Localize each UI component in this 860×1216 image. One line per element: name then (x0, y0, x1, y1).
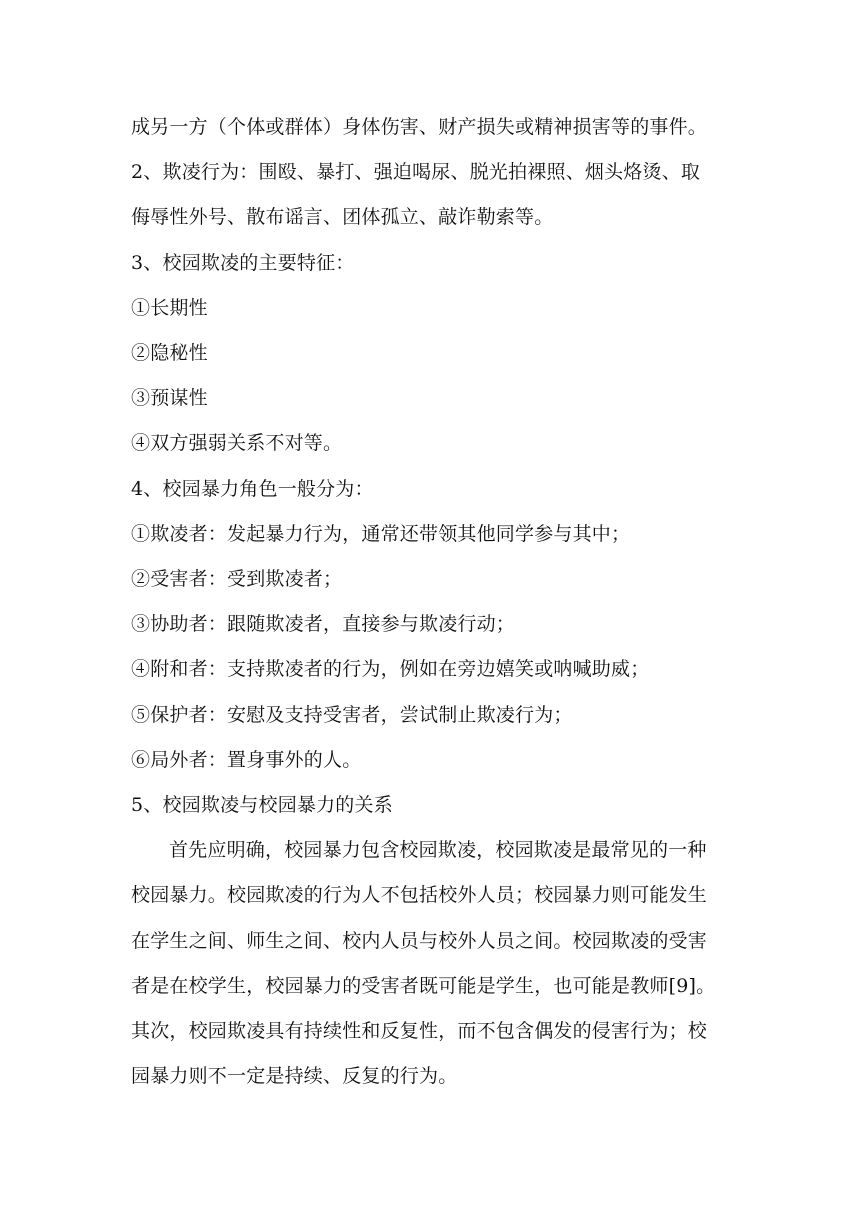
paragraph-line: 在学生之间、师生之间、校内人员与校外人员之间。校园欺凌的受害 (131, 930, 708, 952)
role-item-3: ③协助者：跟随欺凌者，直接参与欺凌行动； (131, 613, 516, 635)
bullying-behavior-line: 2、欺凌行为：围殴、暴打、强迫喝尿、脱光拍裸照、烟头烙烫、取 (131, 161, 701, 183)
feature-item-3: ③预谋性 (131, 387, 208, 409)
paragraph-line: 园暴力则不一定是持续、反复的行为。 (131, 1065, 458, 1087)
paragraph-line-with-citation: 者是在校学生，校园暴力的受害者既可能是学生，也可能是教师[9]。 (131, 975, 716, 997)
role-item-1: ①欺凌者：发起暴力行为，通常还带领其他同学参与其中； (131, 523, 631, 545)
role-item-5: ⑤保护者：安慰及支持受害者，尝试制止欺凌行为； (131, 704, 573, 726)
paragraph-line: 其次，校园欺凌具有持续性和反复性，而不包含偶发的侵害行为；校 (131, 1020, 708, 1042)
role-item-4: ④附和者：支持欺凌者的行为，例如在旁边嬉笑或呐喊助威； (131, 658, 650, 680)
role-item-6: ⑥局外者：置身事外的人。 (131, 749, 362, 771)
feature-item-1: ①长期性 (131, 297, 208, 319)
paragraph-line: 首先应明确，校园暴力包含校园欺凌，校园欺凌是最常见的一种 (169, 839, 707, 861)
section-heading-3: 3、校园欺凌的主要特征： (131, 252, 355, 274)
paragraph-line: 校园暴力。校园欺凌的行为人不包括校外人员；校园暴力则可能发生 (131, 884, 708, 906)
section-heading-5: 5、校园欺凌与校园暴力的关系 (131, 794, 393, 816)
section-heading-4: 4、校园暴力角色一般分为： (131, 478, 374, 500)
feature-item-2: ②隐秘性 (131, 342, 208, 364)
role-item-2: ②受害者：受到欺凌者； (131, 568, 343, 590)
paragraph-line: 成另一方（个体或群体）身体伤害、财产损失或精神损害等的事件。 (131, 116, 708, 138)
paragraph-line: 侮辱性外号、散布谣言、团体孤立、敲诈勒索等。 (131, 206, 554, 228)
feature-item-4: ④双方强弱关系不对等。 (131, 432, 343, 454)
